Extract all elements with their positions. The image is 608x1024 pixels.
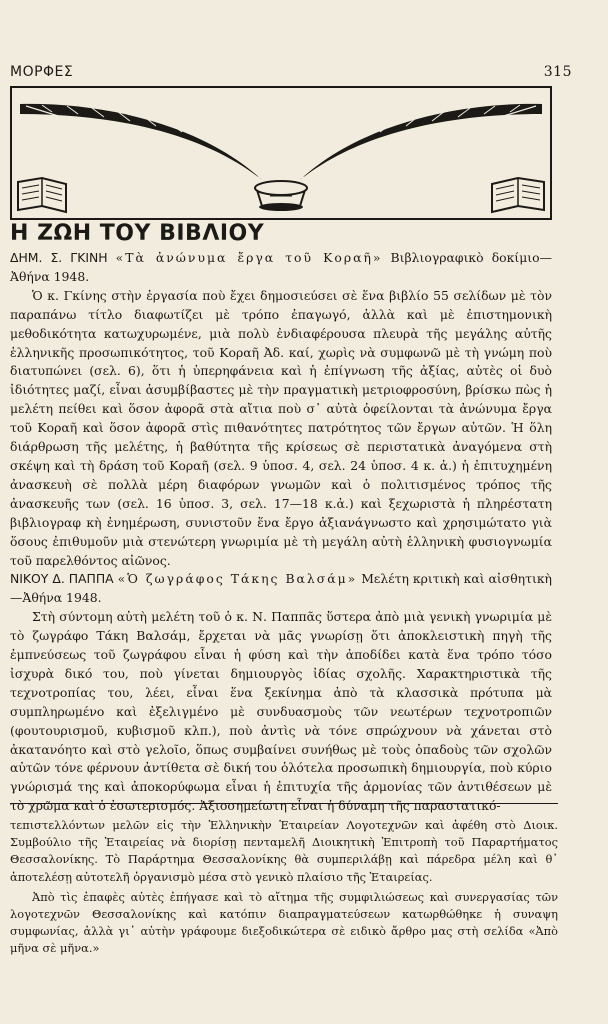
review-text: Στὴ σύντομη αὐτὴ μελέτη τοῦ ὁ κ. Ν. Παππᾶς ὕστερα ἀπὸ μιὰ γενικὴ γνωριμία μὲ τὸ ζωγράφο Τάκη Βαλσάμ, ἔρχεται νὰ μᾶς γνωρίσῃ ὅτι ἀποκλειστικὴ πηγὴ τῆς ἐμπνεύσεως τοῦ ζωγράφου εἶναι ἡ φύση καὶ τὴν ἀποδίδει κατὰ ἕνα τρόπο τόσο ἰσχυρὰ δικό του, ποὺ γίνεται δημιουργὸς ἰδίας σχολῆς. Χαρακτηριστικὰ τῆς τεχνοτροπίας του, λέει, εἶναι ἕνα ξεκίνημα ἀπὸ τὰ κλασσικὰ πρότυπα μὰ συμπληρωμένο καὶ ἐξελιγμένο μὲ συνδυασμοὺς τῶν νεωτέρων τεχνοτροπιῶν (φουτουρισμοῦ, κυβισμοῦ κλπ.), ποὺ ἀντὶς νὰ τόνε σπρώχνουν νὰ χάνεται στὸ ἀκατανόητο καὶ στὸ γελοῖο, ὅπως συμβαίνει συνήθως μὲ τοὺς ὀπαδοὺς τῶν σχολῶν αὐτῶν τόνε φέρνουν ἀντίθετα σὲ δική του ὁλότελα προσωπικὴ δημιουργία, ποὺ κύριο γνώρισμά της καὶ ἀποκορύφωμα εἶναι ἡ ἐπιτυχία τῆς ἁρμονίας τῶν ἀντιθέσεων μὲ τὸ χρῶμα καὶ ὁ ἐσωτερισμός. Ἀξιοσημείωτη εἶναι ἡ δύναμη τῆς παραστατικό- — [10, 609, 552, 814]
inkwell-icon — [255, 181, 307, 211]
footnote-divider — [10, 803, 558, 804]
review-text: Ὁ κ. Γκίνης στὴν ἐργασία ποὺ ἔχει δημοσιεύσει σὲ ἕνα βιβλίο 55 σελίδων μὲ τὸν παραπάνω τίτλο διαφωτίζει μὲ τρόπο ἐπαγωγό, ἀλλὰ καὶ μὲ ἐπιστημονικὴ μεθοδικότητα κατωχυρωμένε, μιὰ πολὺ ἐνδιαφέρουσα πλευρὰ τῆς μεγάλης αὐτῆς ἑλληνικῆς προσωπικότητος, τοῦ Κοραῆ Ἀδ. καί, χωρὶς νὰ συμφωνῶ μὲ τὴ γνώμη ποὺ διατυπώνει (σελ. 6), ὅτι ἡ ὑπερηφάνεια καὶ ἡ ἐπίγνωση τῆς ἀξίας, αὐτὲς οἱ δυὸ ἰδιότητες μαζί, εἶναι ἀσυμβίβαστες μὲ τὴν πραγματικὴ μετριοφροσύνη, βρίσκω πὼς ἡ μελέτη πείθει καὶ ὅσον ἀφορᾶ στὰ αἴτια ποὺ σ᾿ αὐτὰ ὀφείλονται τὰ ἀνώνυμα ἔργα τοῦ Κοραῆ καὶ ὅσον ἀφορᾶ στὶς πιθανότητες πατρότητος τῶν ἔργων αὐτῶν. Ἡ ὅλη διάρθρωση τῆς μελέτης, ἡ βαθύτητα τῆς κρίσεως σὲ περιστατικὰ ἀναγόμενα στὴ σκέψη καὶ τὴ δράση τοῦ Κοραῆ (σελ. 9 ὑποσ. 4, σελ. 24 ὑποσ. 4 κ. ἀ.) ἡ ἐπιτυχημένη ἀνασκευὴ σὲ πολλὰ μέρη διαφόρων γνωμῶν καὶ ὁ πολιτισμένος τρόπος τῆς ἀνασκευῆς των (σελ. 16 ὑποσ. 3, σελ. 17—18 κ.ἀ.) καὶ ξεχωριστὰ ἡ πληρέστατη βιβλιογραφ κὴ ἐνημέρωση, συνιστοῦν ἕνα ἔργο ἀξιανάγνωστο καὶ χρησιμώτατο γιὰ ὅσους ἐπιθυμοῦν μιὰ στενώτερη γνωριμία μὲ τὴ μεγάλη αὐτὴ ἑλληνικὴ φυσιογνωμία τοῦ παρελθόντος αἰῶνος. — [10, 287, 552, 568]
review-author: ΔΗΜ. Σ. ΓΚΙΝΗ — [10, 250, 108, 265]
footnote-paragraph: τεπιστελλόντων μελῶν εἰς τὴν Ἑλληνικὴν Ἑταιρείαν Λογοτεχνῶν καὶ ἀφέθη στὸ Διοικ. Συμβούλιο τῆς Ἑταιρείας νὰ διορίσῃ πενταμελῆ Διοικητικὴ Ἐπιτροπὴ τοῦ Παραρτήματος Θεσσαλονίκης. Τὸ Παράρτημα Θεσσαλονίκης θὰ συμπεριλάβῃ καὶ πάρεδρα μέλη καὶ θ᾿ ἀποτελέσῃ αὐτοτελῆ ὀργανισμὸ μέσα στὸ γενικὸ πλαίσιο τῆς Ἑταιρείας. — [10, 818, 558, 884]
book-reviews — [10, 249, 552, 816]
running-head — [10, 64, 572, 82]
ornament-illustration — [12, 88, 550, 218]
footnote — [10, 817, 558, 958]
quill-pen-icon — [300, 104, 542, 180]
review-book-details: Μελέτη κριτικὴ καὶ αἰσθητικὴ—Ἀθήνα 1948. — [10, 571, 552, 606]
review-heading — [10, 570, 552, 608]
quill-pen-icon — [20, 104, 262, 180]
journal-name: ΜΟΡΦΕΣ — [10, 64, 74, 80]
review-book-details: Βιβλιογραφικὸ δοκίμιο—Ἀθήνα 1948. — [10, 250, 552, 284]
open-book-icon — [492, 178, 544, 212]
header-ornament — [10, 86, 552, 220]
open-book-icon — [18, 178, 66, 212]
footnote-paragraph: Ἀπὸ τὶς ἐπαφὲς αὐτὲς ἐπήγασε καὶ τὸ αἴτημα τῆς συμφιλιώσεως καὶ συνεργασίας τῶν λογοτεχνῶν Θεσσαλονίκης καὶ κατόπιν διαπραγματεύσεων κατωρθώθηκε ἡ συναψη συμφωνίας, ἀλλὰ γι᾿ αὐτὴν γράφουμε διεξοδικώτερα σὲ ειδικὸ ἄρθρο μας στὴ σελίδα «Ἀπὸ μῆνα σὲ μῆνα.» — [10, 889, 558, 956]
review-heading — [10, 249, 552, 287]
section-title: Η ΖΩΗ ΤΟΥ ΒΙΒΛΙΟΥ — [10, 221, 265, 246]
page-number: 315 — [543, 64, 572, 80]
review-book-title: «Τὰ ἀνώνυμα ἔργα τοῦ Κοραῆ» — [115, 250, 383, 265]
review-author: ΝΙΚΟΥ Δ. ΠΑΠΠΑ — [10, 571, 114, 587]
review-book-title: «Ὁ ζωγράφος Τάκης Βαλσάμ» — [117, 571, 358, 587]
